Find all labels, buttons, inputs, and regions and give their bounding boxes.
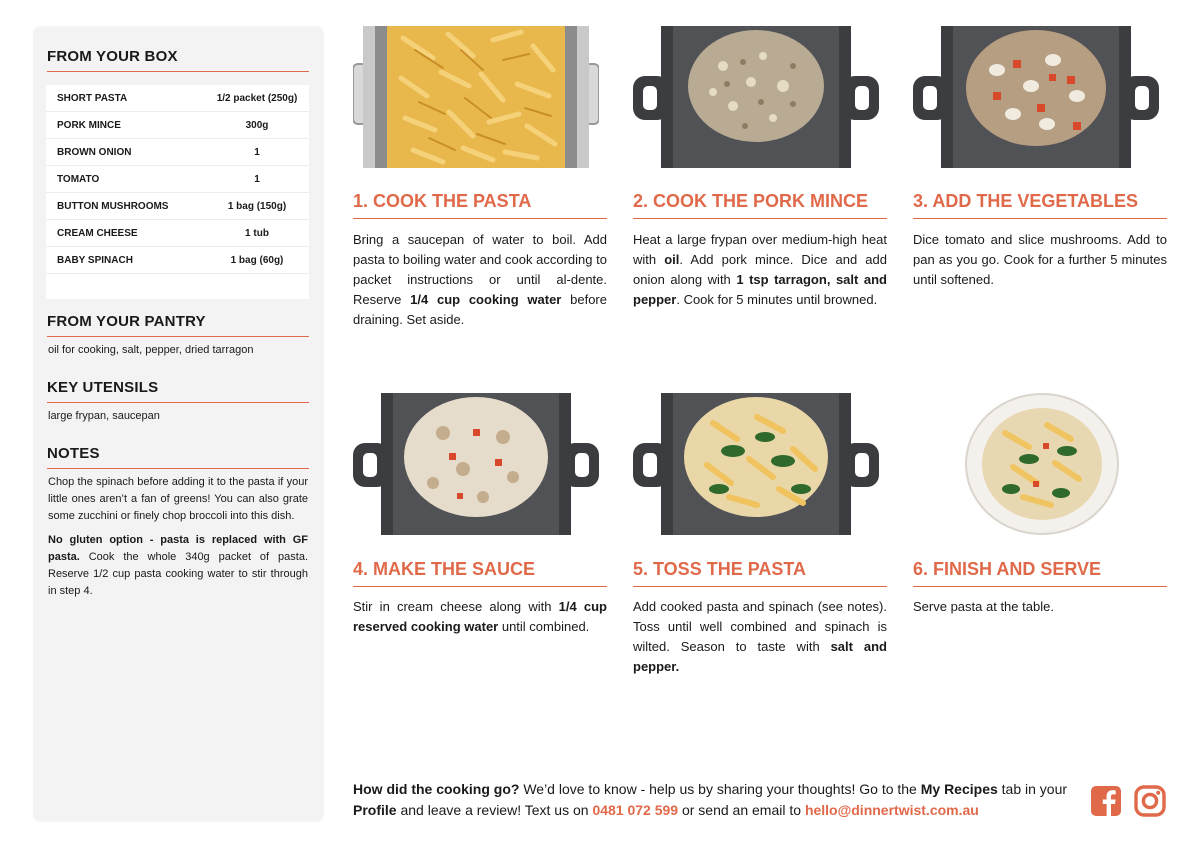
ingredient-row: [46, 166, 309, 193]
step-1-title: 1. COOK THE PASTA: [353, 191, 607, 219]
my-recipes-link[interactable]: My Recipes: [920, 781, 998, 797]
ingredient-row: [46, 220, 309, 247]
from-your-pantry-heading: FROM YOUR PANTRY: [47, 313, 309, 337]
ingredient-name: BUTTON MUSHROOMS: [46, 193, 205, 220]
step-6-title: 6. FINISH AND SERVE: [913, 559, 1167, 587]
pantry-text: oil for cooking, salt, pepper, dried tarragon: [48, 344, 254, 356]
step-4-image: [353, 393, 599, 535]
facebook-icon[interactable]: [1090, 785, 1122, 817]
ingredient-name: PORK MINCE: [46, 112, 205, 139]
ingredient-quantity: 300g: [205, 112, 309, 139]
step-6-body: [913, 597, 1167, 617]
step-text: until combined.: [498, 619, 590, 634]
ingredient-quantity: 1 bag (60g): [205, 247, 309, 274]
ingredient-name: CREAM CHEESE: [46, 220, 205, 247]
note-spinach: Chop the spinach before adding it to the pasta if your little ones aren’t a fan of greens! You can also grate some zucchini or finely chop broccoli into this dish.: [48, 476, 308, 522]
step-text: Heat a large frypan over medium-high heat with: [633, 232, 887, 267]
step-5-image: [633, 393, 879, 535]
step-4-body: [353, 597, 607, 637]
step-text: Add cooked pasta and spinach (see notes). Toss until well combined and spinach is wilted. Season to taste with: [633, 599, 887, 654]
step-2-body: [633, 230, 887, 310]
ingredient-row-empty: [46, 274, 309, 300]
ingredient-row: [46, 85, 309, 112]
step-2-title: 2. COOK THE PORK MINCE: [633, 191, 887, 219]
step-3-body: [913, 230, 1167, 290]
step-text: Serve pasta at the table.: [913, 599, 1054, 614]
phone-link[interactable]: 0481 072 599: [592, 802, 679, 818]
step-text-bold: oil: [664, 252, 680, 267]
note-gluten-free: [48, 532, 308, 600]
step-text: . Add pork mince. Dice and add onion along with: [633, 252, 887, 287]
step-3-title: 3. ADD THE VEGETABLES: [913, 191, 1167, 219]
ingredient-name: BROWN ONION: [46, 139, 205, 166]
ingredient-name: SHORT PASTA: [46, 85, 205, 112]
notes-body: [48, 474, 308, 607]
ingredients-table: [46, 85, 309, 299]
ingredient-name: BABY SPINACH: [46, 247, 205, 274]
ingredient-name: TOMATO: [46, 166, 205, 193]
step-1-image: [353, 26, 599, 168]
step-text: Stir in cream cheese along with: [353, 599, 559, 614]
step-text: . Cook for 5 minutes until browned.: [676, 292, 878, 307]
notes-heading: NOTES: [47, 445, 309, 469]
ingredient-quantity: 1 tub: [205, 220, 309, 247]
step-text-bold: 1 tsp tarragon, salt and pepper: [633, 272, 887, 307]
ingredient-row: [46, 193, 309, 220]
feedback-footer: [353, 779, 1073, 821]
footer-text-2: tab in your: [997, 781, 1068, 797]
from-your-box-heading: FROM YOUR BOX: [47, 48, 309, 72]
ingredient-quantity: 1/2 packet (250g): [205, 85, 309, 112]
email-link[interactable]: hello@dinnertwist.com.au: [804, 802, 979, 818]
step-2-image: [633, 26, 879, 168]
footer-text-3: and leave a review! Text us on: [396, 802, 593, 818]
step-text-bold: 1/4 cup cooking water: [410, 292, 562, 307]
utensils-text: large frypan, saucepan: [48, 410, 160, 422]
ingredient-row: [46, 112, 309, 139]
note-gluten-free-text: Cook the whole 340g packet of pasta. Reserve 1/2 cup pasta cooking water to stir through in step 4.: [48, 551, 308, 597]
step-text: Dice tomato and slice mushrooms. Add to pan as you go. Cook for a further 5 minutes until softened.: [913, 232, 1167, 287]
step-4-title: 4. MAKE THE SAUCE: [353, 559, 607, 587]
step-text: before draining. Set aside.: [353, 292, 607, 327]
step-text-bold: 1/4 cup reserved cooking water: [353, 599, 607, 634]
instagram-icon[interactable]: [1134, 785, 1166, 817]
footer-text-1: We’d love to know - help us by sharing your thoughts! Go to the: [519, 781, 921, 797]
step-text: Bring a saucepan of water to boil. Add pasta to boiling water and cook according to packet instructions or until al-dente. Reserve: [353, 232, 607, 307]
step-3-image: [913, 26, 1159, 168]
note-gluten-free-bold: No gluten option - pasta is replaced with GF pasta.: [48, 534, 308, 563]
step-5-title: 5. TOSS THE PASTA: [633, 559, 887, 587]
step-1-body: [353, 230, 607, 330]
key-utensils-heading: KEY UTENSILS: [47, 379, 309, 403]
ingredient-quantity: 1: [205, 139, 309, 166]
ingredients-sidebar: [33, 26, 324, 822]
footer-text-4: or send an email to: [678, 802, 805, 818]
ingredient-quantity: 1: [205, 166, 309, 193]
ingredient-row: [46, 247, 309, 274]
ingredient-row: [46, 139, 309, 166]
ingredient-quantity: 1 bag (150g): [205, 193, 309, 220]
step-6-image: [913, 393, 1159, 535]
profile-link[interactable]: Profile: [353, 802, 397, 818]
step-text-bold: salt and pepper.: [633, 639, 887, 674]
step-5-body: [633, 597, 887, 677]
feedback-question: How did the cooking go?: [353, 781, 520, 797]
